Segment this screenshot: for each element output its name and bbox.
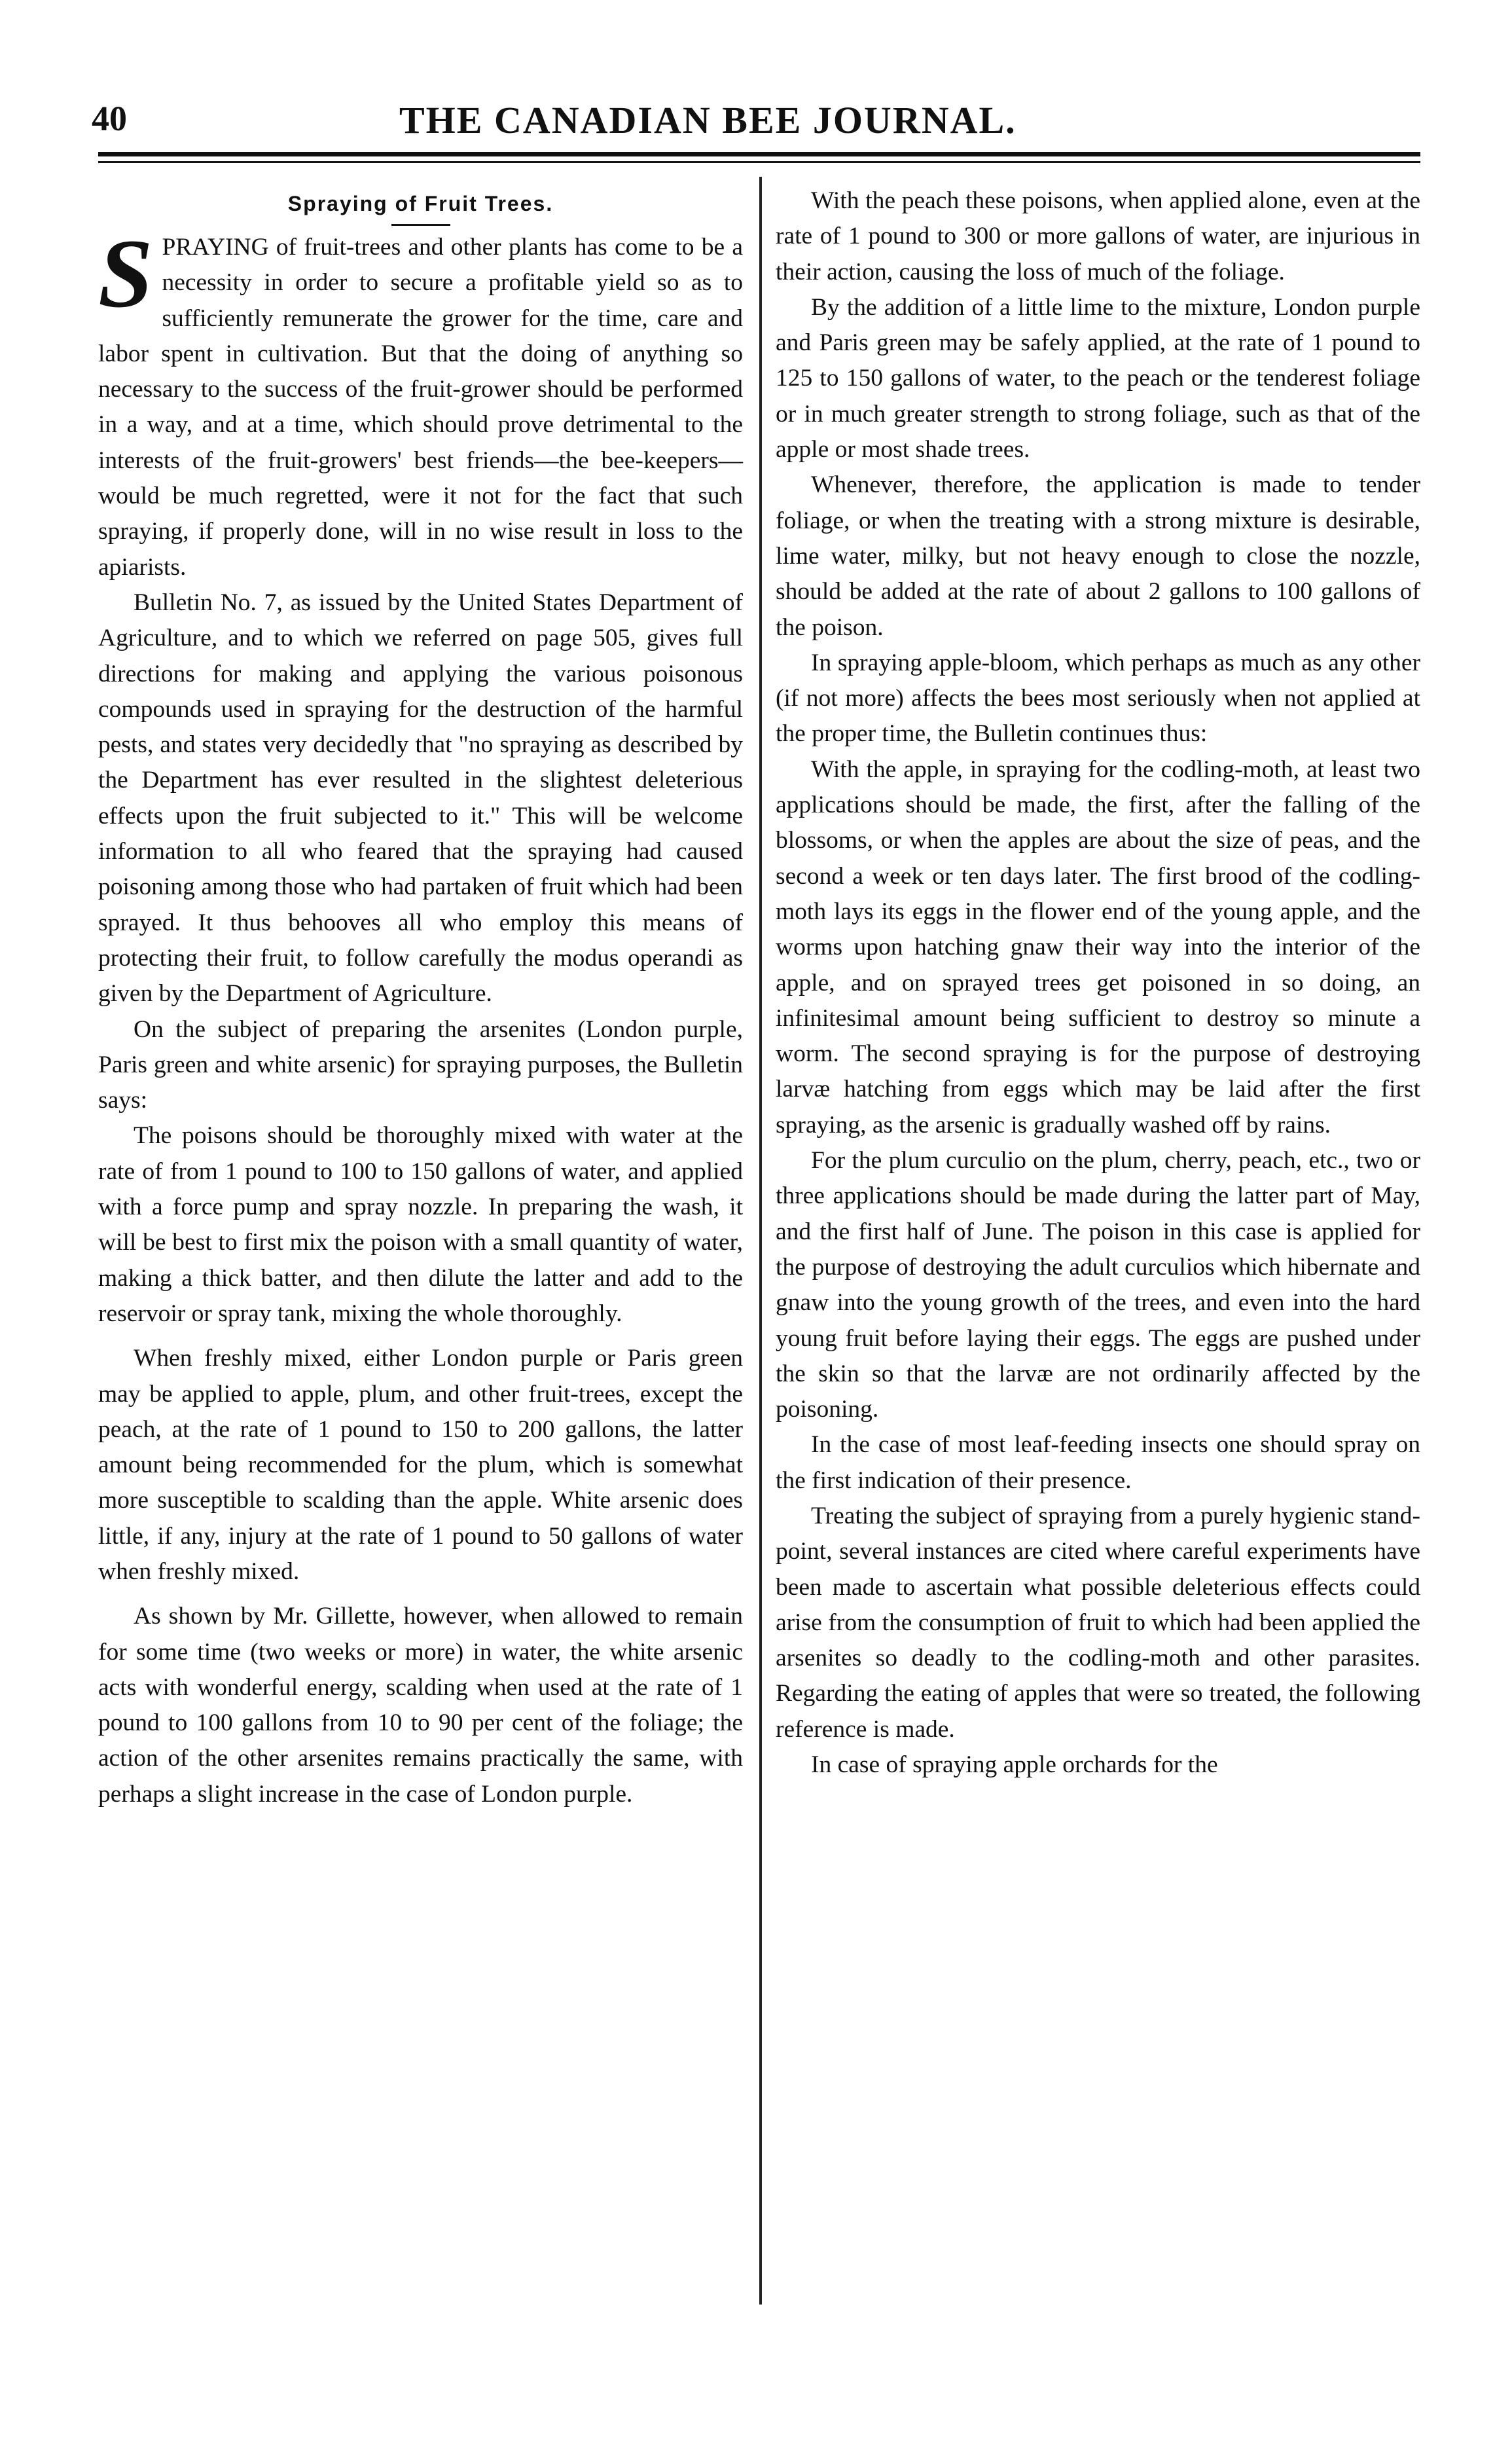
paragraph-lime: By the addition of a little lime to the mixture, London purple and Paris green may be safely applied, at the rate of 1 pound to 125 to 150 gallons of water, to the peach or the tenderest foliage or in much greater strength to strong foliage, such as that of the apple or most shade trees. xyxy=(776,293,1420,464)
paragraph-codling-moth: With the apple, in spraying for the codling-moth, at least two applications should be made, the first, after the falling of the blossoms, or when the apples are about the size of peas, and the second a week or ten days later. The first brood of the codling-moth lays its eggs in the flower end of the young apple, and the worms upon hatching gnaw their way into the interior of the apple, and on sprayed trees get poisoned in so doing, an infinitesimal amount being sufficient to destroy so minute a worm. The second spraying is for the purpose of destroying larvæ hatching from eggs which may be laid after the first spraying, as the arsenic is gradually washed off by rains. xyxy=(776,756,1420,1139)
left-column xyxy=(98,183,743,1812)
spacer xyxy=(98,1590,743,1599)
paragraph-peach: With the peach these poisons, when applied alone, even at the rate of 1 pound to 300 or more gallons of water, are injurious in their action, causing the loss of much of the foliage. xyxy=(776,187,1420,285)
paragraph-bulletin: Bulletin No. 7, as issued by the United States Department of Agriculture, and to which we referred on page 505, gives full directions for making and applying the various poisonous compounds used in spraying for the destruction of the harmful pests, and states very decidedly that "no spraying as described by the Department has ever resulted in the slightest deleterious effects upon the fruit subjected to it." This will be welcome information to all who feared that the spraying had caused poisoning among those who had partaken of fruit which had been sprayed. It thus behooves all who employ this means of protecting their fruit, to follow carefully the modus operandi as given by the Department of Agriculture. xyxy=(98,589,743,1008)
spacer xyxy=(98,1332,743,1341)
paragraph-plum-curculio: For the plum curculio on the plum, cherry, peach, etc., two or three applications should be made during the latter part of May, and the first half of June. The poison in this case is applied for the purpose of destroying the adult curculios which hibernate and gnaw into the young growth of the trees, and even into the hard young fruit before laying their eggs. The eggs are pushed under the skin so that the larvæ are not ordinarily affected by the poisoning. xyxy=(776,1147,1420,1423)
paragraph-lime-water: Whenever, therefore, the application is made to tender foliage, or when the treating with a strong mixture is desirable, lime water, milky, but not heavy enough to close the nozzle, should be added at the rate of about 2 gallons to 100 gallons of the poison. xyxy=(776,471,1420,641)
right-column xyxy=(776,183,1420,1783)
article-heading: Spraying of Fruit Trees. xyxy=(287,192,554,215)
journal-title: THE CANADIAN BEE JOURNAL. xyxy=(399,99,1017,141)
paragraph-hygienic: Treating the subject of spraying from a purely hygienic stand-point, several instances are cited where careful experiments have been made to ascertain what possible deleterious effects could arise from the consumption of fruit to which had been applied the arsenites so deadly to the codling-moth and other parasites. Regarding the eating of apples that were so treated, the following reference is made. xyxy=(776,1502,1420,1743)
paragraph-apple-orchards: In case of spraying apple orchards for the xyxy=(811,1751,1218,1779)
heading-rule xyxy=(391,224,450,226)
paragraph-arsenites-intro: On the subject of preparing the arsenites (London purple, Paris green and white arsenic) for spraying purposes, the Bulletin says: xyxy=(98,1015,743,1114)
header-rule-thick xyxy=(98,152,1420,156)
paragraph-gillette: As shown by Mr. Gillette, however, when allowed to remain for some time (two weeks or more) in water, the white arsenic acts with wonderful energy, scalding when used at the rate of 1 pound to 100 gallons from 10 to 90 per cent of the foliage; the action of the other arsenites remains practically the same, with perhaps a slight increase in the case of London purple. xyxy=(98,1603,743,1808)
running-head xyxy=(92,98,1113,144)
paragraph-freshly-mixed: When freshly mixed, either London purple or Paris green may be applied to apple, plum, and other fruit-trees, except the peach, at the rate of 1 pound to 150 to 200 gallons, the latter amount being recommended for the plum, which is somewhat more susceptible to scalding than the apple. White arsenic does little, if any, injury at the rate of 1 pound to 50 gallons of water when freshly mixed. xyxy=(98,1345,743,1585)
header-rule-thin xyxy=(98,161,1420,163)
lead-paragraph-text: PRAYING of fruit-trees and other plants has come to be a necessity in order to secure a profitable yield so as to sufficiently remunerate the grower for the time, care and labor spent in cultivation. But that the doing of anything so necessary to the success of the fruit-grower should be performed in a way, and at a time, which should prove detrimental to the interests of the fruit-growers' best friends—the bee-keepers—would be much regretted, were it not for the fact that such spraying, if properly done, will in no wise result in loss to the apiarists. xyxy=(98,234,743,581)
drop-cap: S xyxy=(98,219,153,328)
page-number: 40 xyxy=(92,99,127,138)
paragraph-leaf-feeding: In the case of most leaf-feeding insects one should spray on the first indication of their presence. xyxy=(776,1431,1420,1494)
paragraph-apple-bloom: In spraying apple-bloom, which perhaps as much as any other (if not more) affects the bees most seriously when not applied at the proper time, the Bulletin continues thus: xyxy=(776,649,1420,748)
paragraph-mixing: The poisons should be thoroughly mixed with water at the rate of from 1 pound to 100 to 150 gallons of water, and applied with a force pump and spray nozzle. In preparing the wash, it will be best to first mix the poison with a small quantity of water, making a thick batter, and then dilute the latter and add to the reservoir or spray tank, mixing the whole thoroughly. xyxy=(98,1122,743,1327)
column-divider xyxy=(759,177,762,2305)
lead-paragraph xyxy=(98,219,743,585)
